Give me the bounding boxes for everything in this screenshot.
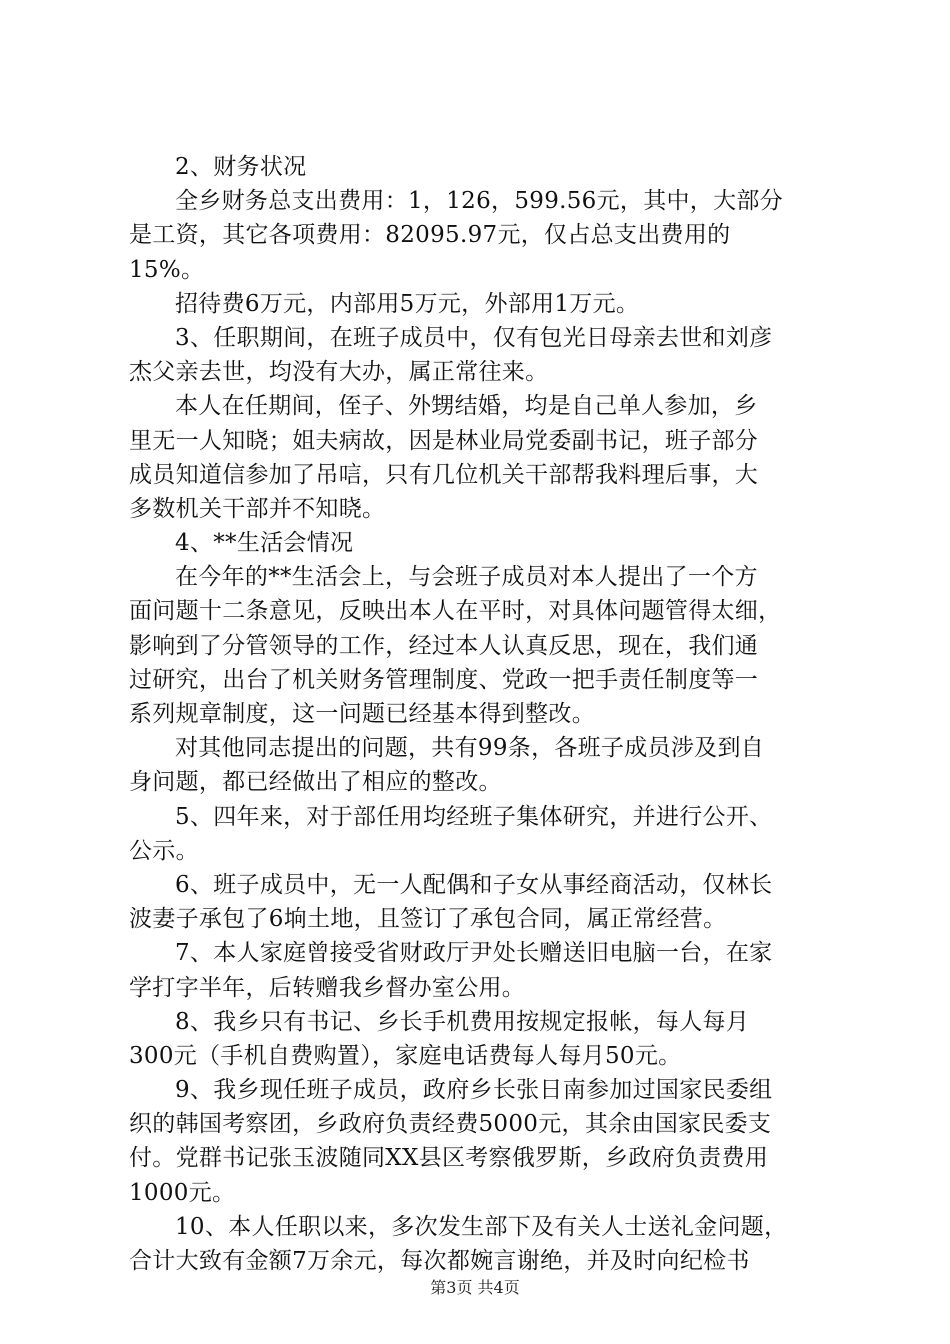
paragraph-line: 全乡财务总支出费用：1，126，599.56元，其中，大部分 bbox=[175, 188, 784, 215]
paragraph-line: 1000元。 bbox=[129, 1179, 236, 1206]
paragraph-line: 公示。 bbox=[129, 837, 199, 864]
paragraph-line: 过研究，出台了机关财务管理制度、党政一把手责任制度等一 bbox=[129, 666, 759, 693]
paragraph-line: 波妻子承包了6垧土地，且签订了承包合同，属正常经营。 bbox=[129, 906, 727, 933]
paragraph-line: 15%。 bbox=[129, 256, 205, 283]
paragraph-line: 合计大致有金额7万余元，每次都婉言谢绝，并及时向纪检书 bbox=[129, 1248, 750, 1274]
paragraph-line: 杰父亲去世，均没有大办，属正常往来。 bbox=[129, 359, 549, 386]
paragraph-line: 6、班子成员中，无一人配偶和子女从事经商活动，仅林长 bbox=[175, 871, 773, 898]
paragraph-line: 成员知道信参加了吊唁，只有几位机关干部帮我料理后事，大 bbox=[129, 461, 759, 488]
paragraph-line: 织的韩国考察团，乡政府负责经费5000元，其余由国家民委支 bbox=[129, 1111, 772, 1138]
paragraph-line: 招待费6万元，内部用5万元，外部用1万元。 bbox=[175, 290, 640, 317]
paragraph-line: 对其他同志提出的问题，共有99条，各班子成员涉及到自 bbox=[175, 735, 765, 762]
paragraph-line: 本人在任期间，侄子、外甥结婚，均是自己单人参加，乡 bbox=[175, 393, 758, 420]
paragraph-line: 10、本人任职以来，多次发生部下及有关人士送礼金问题， bbox=[175, 1213, 788, 1240]
paragraph-line: 5、四年来，对于部任用均经班子集体研究，并进行公开、 bbox=[175, 803, 773, 830]
paragraph-line: 是工资，其它各项费用：82095.97元，仅占总支出费用的 bbox=[129, 222, 731, 249]
section-heading-finance: 2、财务状况 bbox=[175, 154, 307, 180]
paragraph-line: 面问题十二条意见，反映出本人在平时，对具体问题管得太细， bbox=[129, 598, 782, 625]
paragraph-line: 3、任职期间，在班子成员中，仅有包光日母亲去世和刘彦 bbox=[175, 324, 773, 351]
paragraph-line: 7、本人家庭曾接受省财政厅尹处长赠送旧电脑一台，在家 bbox=[175, 940, 773, 967]
paragraph-line: 付。党群书记张玉波随同XX县区考察俄罗斯，乡政府负责费用 bbox=[129, 1145, 769, 1172]
paragraph-line: 8、我乡只有书记、乡长手机费用按规定报帐，每人每月 bbox=[175, 1008, 750, 1035]
paragraph-line: 里无一人知晓；姐夫病故，因是林业局党委副书记，班子部分 bbox=[129, 427, 759, 454]
paragraph-line: 9、我乡现任班子成员，政府乡长张日南参加过国家民委组 bbox=[175, 1077, 773, 1104]
document-body bbox=[129, 150, 829, 1278]
page-number: 第3页 共4页 bbox=[430, 1278, 520, 1297]
paragraph-line: 身问题，都已经做出了相应的整改。 bbox=[129, 769, 502, 796]
paragraph-line: 多数机关干部并不知晓。 bbox=[129, 495, 386, 522]
section-heading-meeting: 4、**生活会情况 bbox=[175, 530, 354, 557]
paragraph-line: 学打字半年，后转赠我乡督办室公用。 bbox=[129, 974, 526, 1001]
paragraph-line: 300元（手机自费购置），家庭电话费每人每月50元。 bbox=[129, 1042, 682, 1069]
paragraph-line: 系列规章制度，这一问题已经基本得到整改。 bbox=[129, 701, 595, 727]
paragraph-line: 在今年的**生活会上，与会班子成员对本人提出了一个方 bbox=[175, 564, 758, 591]
paragraph-line: 影响到了分管领导的工作，经过本人认真反思，现在，我们通 bbox=[129, 632, 759, 659]
